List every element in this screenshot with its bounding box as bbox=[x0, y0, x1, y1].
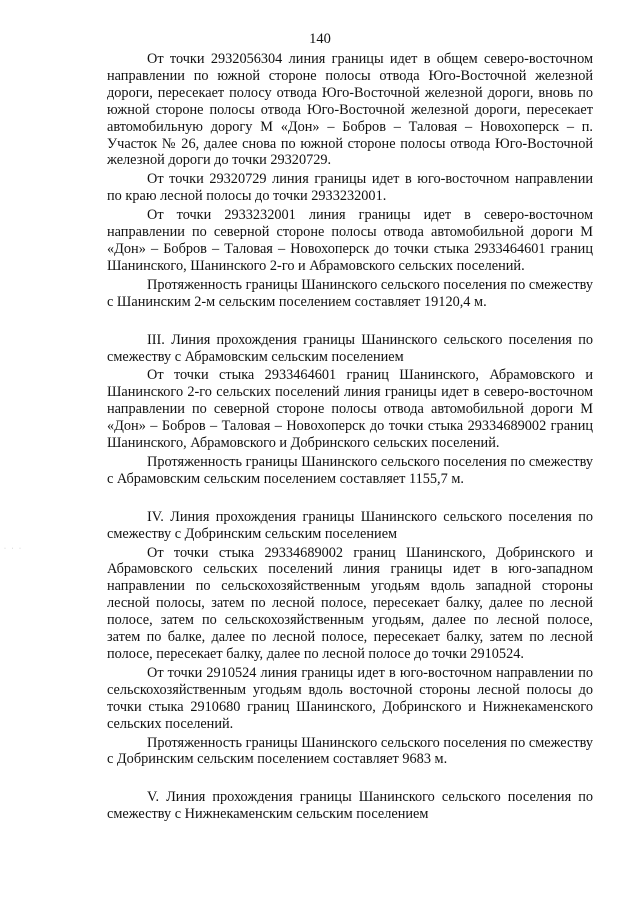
paragraph-length-abramovsky: Протяженность границы Шанинского сельского поселения по смежеству с Абрамовским сельским поселением составляет 1155,7 м. bbox=[107, 453, 593, 487]
paragraph-route-2933232001: От точки 2933232001 линия границы идет в северо-восточном направлении по северной стороне полосы отвода автомобильной дороги М «Дон» – Бобров – Таловая – Новохоперск до точки стыка 2933464601 границ Шанинского, Шанинского 2-го и Абрамовского сельских поселений. bbox=[107, 207, 593, 274]
paragraph-route-2933464601: От точки стыка 2933464601 границ Шанинского, Абрамовского и Шанинского 2-го сельских поселений линия границы идет в северо-восточном направлении по северной стороне полосы отвода автомобильной дороги М «Дон» – Бобров – Таловая – Новохоперск до точки стыка 29334689002 границ Шанинского, Абрамовского и Добринского сельских поселений. bbox=[107, 367, 593, 452]
section-heading-iv: IV. Линия прохождения границы Шанинского сельского поселения по смежеству с Добринским сельским поселением bbox=[107, 508, 593, 542]
paragraph-route-29320729: От точки 29320729 линия границы идет в юго-восточном направлении по краю лесной полосы до точки 2933232001. bbox=[107, 171, 593, 205]
scan-specks-decoration: · · · bbox=[4, 546, 23, 552]
section-gap bbox=[107, 313, 593, 332]
section-heading-v: V. Линия прохождения границы Шанинского сельского поселения по смежеству с Нижнекаменским сельским поселением bbox=[107, 789, 593, 823]
page-number: 140 bbox=[309, 31, 331, 47]
paragraph-route-2932056304: От точки 2932056304 линия границы идет в общем северо-восточном направлении по южной стороне полосы отвода Юго-Восточной железной дороги, пересекает полосу отвода Юго-Восточной железной дороги, вновь по южной стороне полосы отвода Юго-Восточной железной дороги, пересекает автомобильную дорогу М «Дон» – Бобров – Таловая – Новохоперск – п. Участок № 26, далее снова по южной стороне полосы отвода Юго-Восточной железной дороги до точки 29320729. bbox=[107, 51, 593, 169]
section-heading-iii: III. Линия прохождения границы Шанинского сельского поселения по смежеству с Абрамовским сельским поселением bbox=[107, 331, 593, 365]
paragraph-length-dobrinsky: Протяженность границы Шанинского сельского поселения по смежеству с Добринским сельским поселением составляет 9683 м. bbox=[107, 734, 593, 768]
document-body bbox=[107, 51, 593, 825]
section-gap bbox=[107, 490, 593, 509]
paragraph-route-29334689002: От точки стыка 29334689002 границ Шанинского, Добринского и Абрамовского сельских поселений линия границы идет в юго-западном направлении по сельскохозяйственным угодьям вдоль западной стороны лесной полосы, затем по лесной полосе, пересекает балку, далее по лесной полосе, затем по сельскохозяйственным угодьям, далее по лесной полосе, затем по балке, далее по лесной полосе, пересекает балку, затем по лесной полосе, пересекает балку, далее по лесной полосе до точки 2910524. bbox=[107, 544, 593, 662]
section-gap bbox=[107, 770, 593, 789]
paragraph-length-shaninsky-2: Протяженность границы Шанинского сельского поселения по смежеству с Шанинским 2-м сельским поселением составляет 19120,4 м. bbox=[107, 276, 593, 310]
paragraph-route-2910524: От точки 2910524 линия границы идет в юго-восточном направлении по сельскохозяйственным угодьям вдоль восточной стороны лесной полосы до точки стыка 2910680 границ Шанинского, Добринского и Нижнекаменского сельских поселений. bbox=[107, 664, 593, 732]
